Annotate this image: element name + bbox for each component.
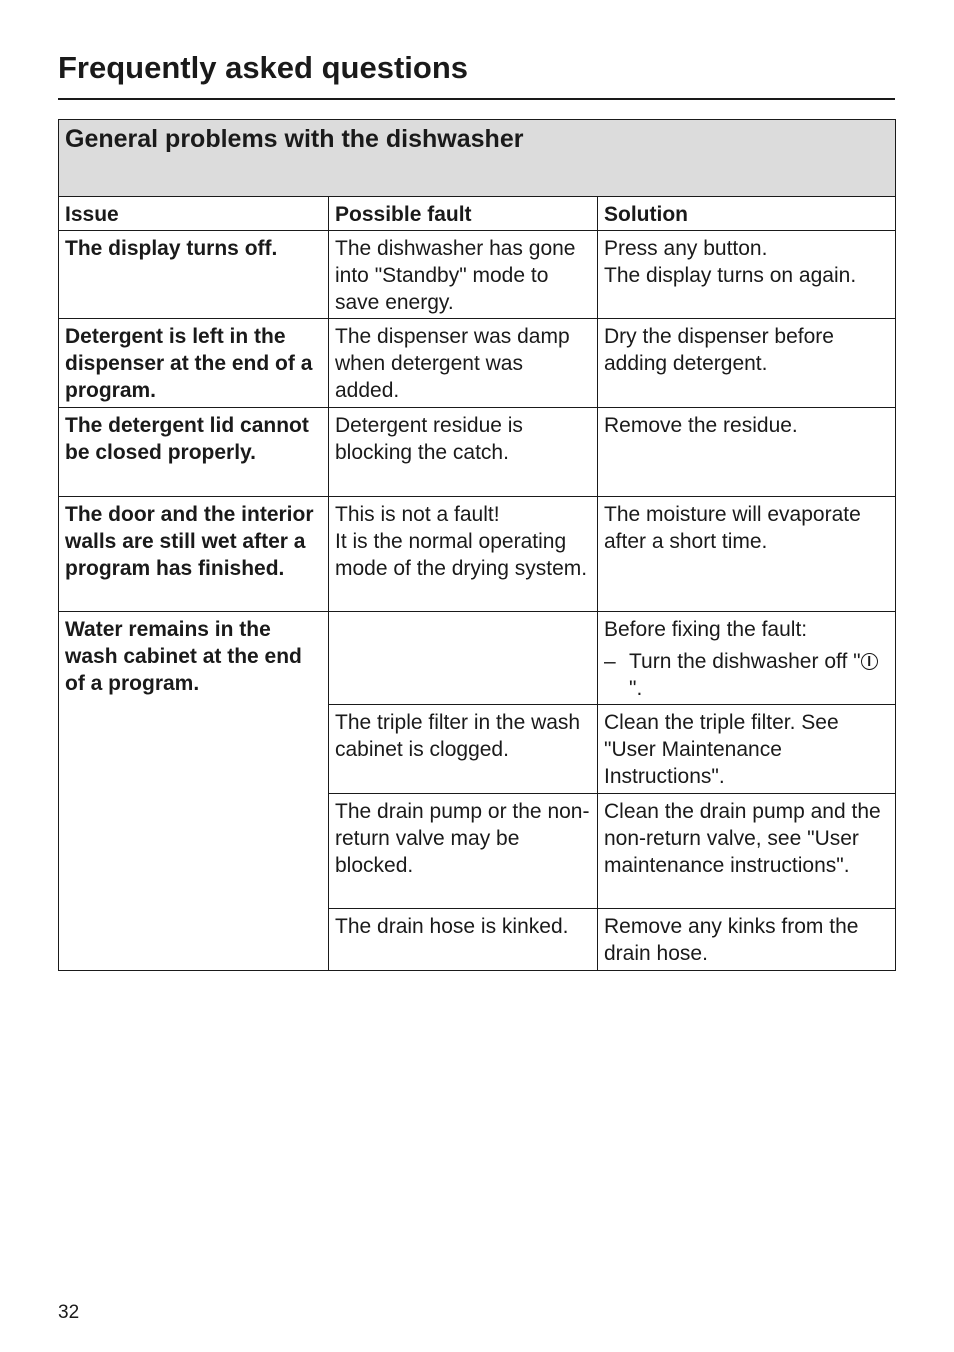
issue-cell: The door and the interior walls are still wet after a program has finished. bbox=[59, 497, 329, 612]
table-row bbox=[59, 497, 896, 612]
section-header-row bbox=[59, 120, 896, 197]
fault-cell: The dishwasher has gone into "Standby" mode to save energy. bbox=[329, 231, 598, 319]
fault-line: This is not a fault! bbox=[335, 503, 500, 526]
issue-cell: The display turns off. bbox=[59, 231, 329, 319]
column-header-issue: Issue bbox=[59, 197, 329, 231]
fault-cell bbox=[329, 497, 598, 612]
table-row bbox=[59, 231, 896, 319]
column-header-row bbox=[59, 197, 896, 231]
fault-cell: The triple filter in the wash cabinet is clogged. bbox=[329, 705, 598, 794]
page-title: Frequently asked questions bbox=[58, 50, 468, 85]
solution-line: The display turns on again. bbox=[604, 264, 857, 287]
issue-cell: Detergent is left in the dispenser at the end of a program. bbox=[59, 319, 329, 408]
solution-cell: The moisture will evaporate after a short time. bbox=[598, 497, 896, 612]
step-text-before: Turn the dishwasher off " bbox=[629, 650, 861, 673]
fault-cell: The dispenser was damp when detergent was added. bbox=[329, 319, 598, 408]
step-text-after: ". bbox=[629, 677, 643, 700]
dash-bullet: – bbox=[604, 650, 616, 673]
solution-cell bbox=[598, 231, 896, 319]
step-text bbox=[629, 648, 890, 702]
power-icon bbox=[861, 653, 878, 670]
table-row bbox=[59, 612, 896, 705]
faq-table bbox=[58, 119, 896, 971]
table-row bbox=[59, 319, 896, 408]
fault-cell-empty bbox=[329, 612, 598, 705]
fault-cell: The drain pump or the non-return valve may be blocked. bbox=[329, 794, 598, 909]
fault-line: It is the normal operating mode of the drying system. bbox=[335, 530, 588, 580]
solution-cell: Clean the drain pump and the non-return valve, see "User maintenance instructions". bbox=[598, 794, 896, 909]
issue-cell: The detergent lid cannot be closed properly. bbox=[59, 408, 329, 497]
page-number: 32 bbox=[58, 1302, 80, 1323]
section-title: General problems with the dishwasher bbox=[59, 120, 896, 197]
column-header-fault: Possible fault bbox=[329, 197, 598, 231]
solution-line: Press any button. bbox=[604, 237, 768, 260]
pre-solution-step bbox=[604, 648, 890, 702]
column-header-solution: Solution bbox=[598, 197, 896, 231]
solution-cell bbox=[598, 612, 896, 705]
solution-cell: Clean the triple filter. See "User Maintenance Instructions". bbox=[598, 705, 896, 794]
fault-cell: The drain hose is kinked. bbox=[329, 909, 598, 971]
solution-cell: Remove any kinks from the drain hose. bbox=[598, 909, 896, 971]
pre-solution-text: Before fixing the fault: bbox=[604, 618, 808, 641]
title-divider bbox=[58, 98, 895, 100]
table-row bbox=[59, 408, 896, 497]
solution-cell: Dry the dispenser before adding detergent. bbox=[598, 319, 896, 408]
issue-cell: Water remains in the wash cabinet at the end of a program. bbox=[59, 612, 329, 971]
fault-cell: Detergent residue is blocking the catch. bbox=[329, 408, 598, 497]
solution-cell: Remove the residue. bbox=[598, 408, 896, 497]
